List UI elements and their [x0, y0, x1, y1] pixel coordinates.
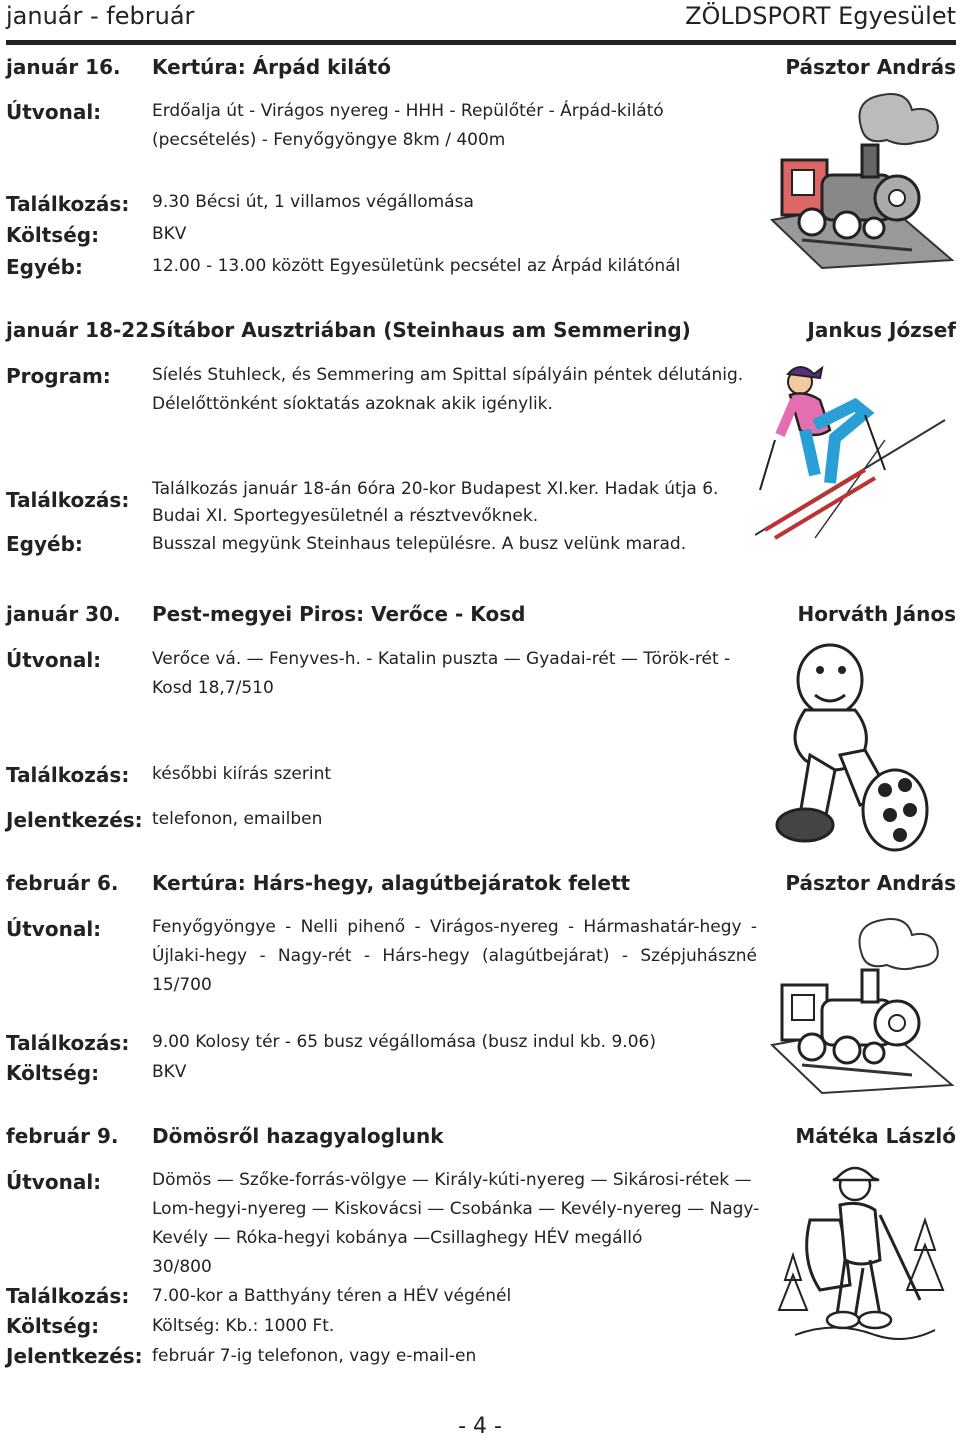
route-label: Útvonal:	[6, 100, 102, 124]
meet-label: Találkozás:	[6, 1031, 130, 1055]
event-title: Kertúra: Hárs-hegy, alagútbejáratok felett	[152, 871, 631, 895]
backpacker-illustration	[775, 1160, 950, 1350]
route-line: Lom-hegyi-nyereg — Kiskovácsi — Csobánka — Kevély-nyereg — Nagy-	[152, 1199, 760, 1219]
meet-label: Találkozás:	[6, 192, 130, 216]
event-leader: Mátéka László	[795, 1124, 956, 1148]
route-text: Fenyőgyöngye - Nelli pihenő - Virágos-nyereg - Hármashatár-hegy - Újlaki-hegy - Nagy-rét - Hárs-hegy (alagútbejárat) - Szépjuhászné 15/700	[152, 917, 757, 995]
event-date: január 30.	[6, 602, 121, 626]
event-title: Dömösről hazagyaloglunk	[152, 1124, 444, 1148]
route-line: Erdőalja út - Virágos nyereg - HHH - Repülőtér - Árpád-kilátó	[152, 101, 664, 121]
page-number: - 4 -	[458, 1414, 502, 1439]
event-leader: Horváth János	[797, 602, 956, 626]
route-line: (pecsételés) - Fenyőgyöngye 8km / 400m	[152, 130, 506, 150]
program-line: Délelőttönként síoktatás azoknak akik igénylik.	[152, 394, 553, 414]
meet-line: Budai XI. Sportegyesületnél a résztvevőknek.	[152, 506, 539, 526]
other-text: 12.00 - 13.00 között Egyesületünk pecsétel az Árpád kilátónál	[152, 256, 681, 276]
event-date: január 18-22.	[6, 318, 157, 342]
hiker-illustration	[770, 640, 935, 855]
route-line: Kosd 18,7/510	[152, 678, 274, 698]
meet-text: 9.30 Bécsi út, 1 villamos végállomása	[152, 192, 474, 212]
other-label: Egyéb:	[6, 532, 83, 556]
event-date: február 9.	[6, 1124, 119, 1148]
other-text: Busszal megyünk Steinhaus településre. A busz velünk marad.	[152, 534, 687, 554]
meet-label: Találkozás:	[6, 763, 130, 787]
apply-label: Jelentkezés:	[6, 808, 143, 832]
train-illustration	[762, 90, 957, 270]
meet-text: 7.00-kor a Batthyány téren a HÉV végénél	[152, 1286, 512, 1306]
meet-label: Találkozás:	[6, 488, 130, 512]
page-header-left: január - február	[6, 2, 195, 30]
route-label: Útvonal:	[6, 917, 102, 941]
route-label: Útvonal:	[6, 1170, 102, 1194]
apply-text: február 7-ig telefonon, vagy e-mail-en	[152, 1346, 477, 1366]
cost-label: Költség:	[6, 1314, 100, 1338]
route-line: 30/800	[152, 1257, 212, 1277]
other-label: Egyéb:	[6, 255, 83, 279]
cost-text: Költség: Kb.: 1000 Ft.	[152, 1316, 335, 1336]
cost-text: BKV	[152, 1062, 187, 1082]
skier-illustration	[755, 360, 950, 545]
apply-label: Jelentkezés:	[6, 1344, 143, 1368]
meet-text: 9.00 Kolosy tér - 65 busz végállomása (busz indul kb. 9.06)	[152, 1032, 656, 1052]
header-rule	[6, 40, 956, 45]
meet-text: későbbi kiírás szerint	[152, 764, 332, 784]
page-header-right: ZÖLDSPORT Egyesület	[685, 2, 956, 30]
route-line: Verőce vá. — Fenyves-h. - Katalin puszta — Gyadai-rét — Török-rét -	[152, 649, 731, 669]
event-leader: Jankus József	[807, 318, 956, 342]
program-line: Síelés Stuhleck, és Semmering am Spittal sípályáin péntek délutánig.	[152, 365, 744, 385]
event-title: Pest-megyei Piros: Verőce - Kosd	[152, 602, 526, 626]
apply-text: telefonon, emailben	[152, 809, 323, 829]
event-date: február 6.	[6, 871, 119, 895]
route-label: Útvonal:	[6, 648, 102, 672]
event-leader: Pásztor András	[785, 55, 956, 79]
cost-label: Költség:	[6, 223, 100, 247]
cost-label: Költség:	[6, 1061, 100, 1085]
meet-label: Találkozás:	[6, 1284, 130, 1308]
program-label: Program:	[6, 364, 111, 388]
event-leader: Pásztor András	[785, 871, 956, 895]
event-title: Kertúra: Árpád kilátó	[152, 55, 391, 79]
event-date: január 16.	[6, 55, 121, 79]
train-illustration	[762, 915, 957, 1095]
route-line: Dömös — Szőke-forrás-völgye — Király-kúti-nyereg — Sikárosi-rétek —	[152, 1170, 752, 1190]
route-line: Kevély — Róka-hegyi kobánya —Csillaghegy HÉV megálló	[152, 1228, 643, 1248]
cost-text: BKV	[152, 224, 187, 244]
meet-line: Találkozás január 18-án 6óra 20-kor Budapest XI.ker. Hadak útja 6.	[152, 479, 719, 499]
event-title: Sítábor Ausztriában (Steinhaus am Semmering)	[152, 318, 691, 342]
